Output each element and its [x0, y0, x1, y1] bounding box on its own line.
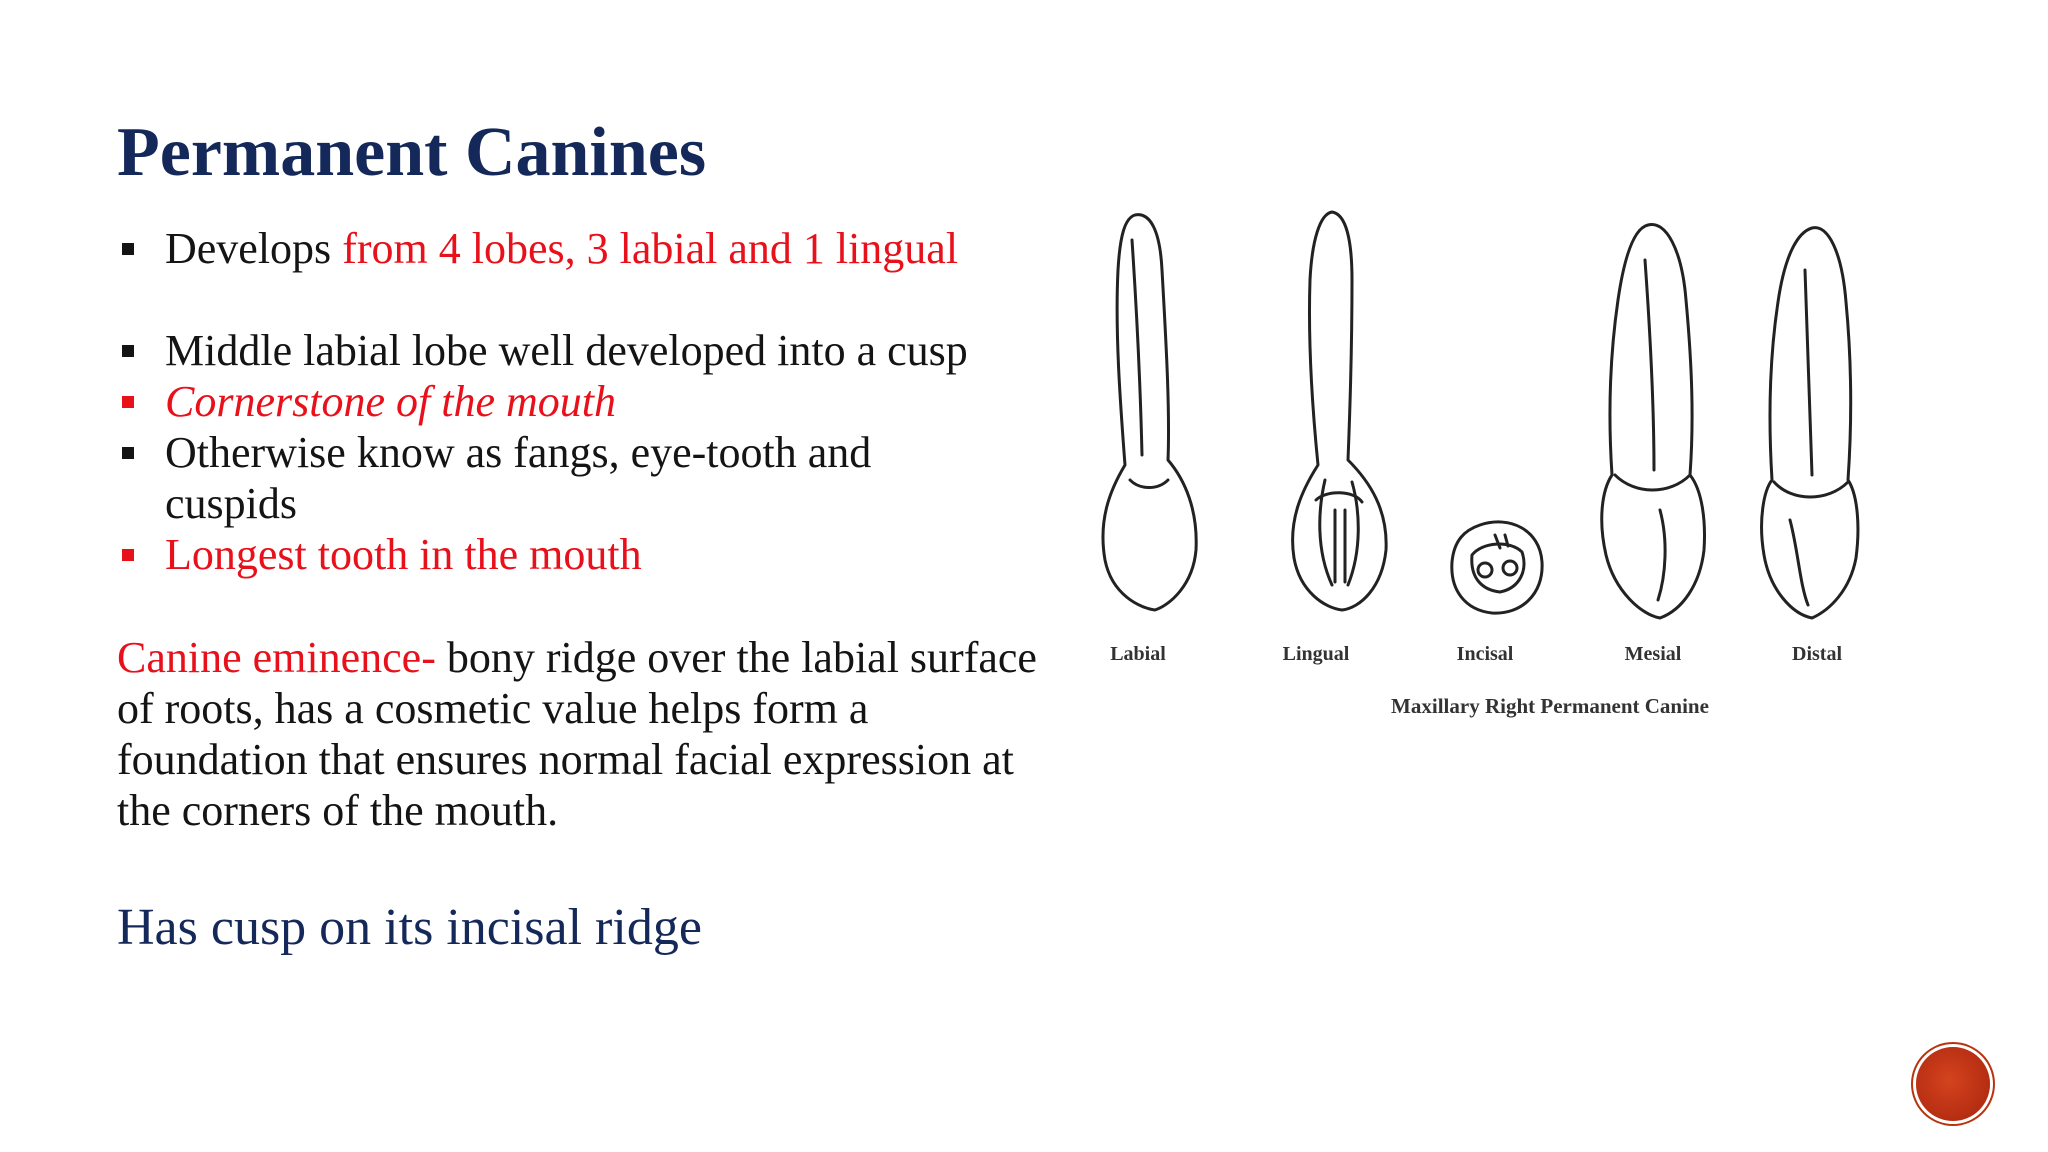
- slide-badge-icon: [1916, 1047, 1990, 1121]
- incisal-tooth-drawing: [1452, 522, 1542, 613]
- slide-title: Permanent Canines: [117, 114, 707, 191]
- figure-caption: Maxillary Right Permanent Canine: [1391, 694, 1709, 718]
- label-distal: Distal: [1792, 643, 1842, 665]
- footer-statement: Has cusp on its incisal ridge: [117, 899, 702, 956]
- bullet-cornerstone: [117, 376, 1077, 427]
- canine-tooth-illustration: [1070, 190, 1930, 750]
- bullet-text: Develops: [165, 224, 343, 273]
- bullet-marker: [122, 549, 134, 561]
- bullet-highlight: from 4 lobes, 3 labial and 1 lingual: [342, 224, 959, 273]
- bullet-text-line2: cuspids: [165, 479, 297, 528]
- paragraph-text: bony ridge over the labial surface of roots, has a cosmetic value helps form a foundation that ensures normal facial expression at the corners of the mouth.: [117, 633, 1037, 835]
- distal-tooth-drawing: [1762, 228, 1858, 618]
- bullet-marker: [122, 243, 134, 255]
- labial-tooth-drawing: [1103, 215, 1196, 610]
- label-lingual: Lingual: [1282, 643, 1350, 665]
- label-mesial: Mesial: [1624, 643, 1682, 665]
- paragraph-highlight: Canine eminence-: [117, 633, 436, 682]
- bullet-text: Cornerstone of the mouth: [165, 377, 616, 426]
- bullet-text: Middle labial lobe well developed into a cusp: [165, 326, 968, 375]
- bullet-develops: [117, 223, 1077, 274]
- mesial-tooth-drawing: [1602, 224, 1705, 618]
- canine-eminence-paragraph: [117, 632, 1047, 836]
- bullet-text-line1: Otherwise know as fangs, eye-tooth and: [165, 428, 872, 477]
- label-labial: Labial: [1110, 643, 1166, 665]
- bullet-middle-lobe: [117, 325, 1077, 376]
- bullet-longest: [117, 529, 1077, 580]
- bullet-list: [117, 223, 1077, 580]
- label-incisal: Incisal: [1456, 643, 1514, 665]
- bullet-marker: [122, 345, 134, 357]
- bullet-marker: [122, 396, 134, 408]
- lingual-tooth-drawing: [1293, 212, 1387, 610]
- bullet-marker: [122, 447, 134, 459]
- bullet-text: Longest tooth in the mouth: [165, 530, 642, 579]
- bullet-otherwise: [117, 427, 1077, 529]
